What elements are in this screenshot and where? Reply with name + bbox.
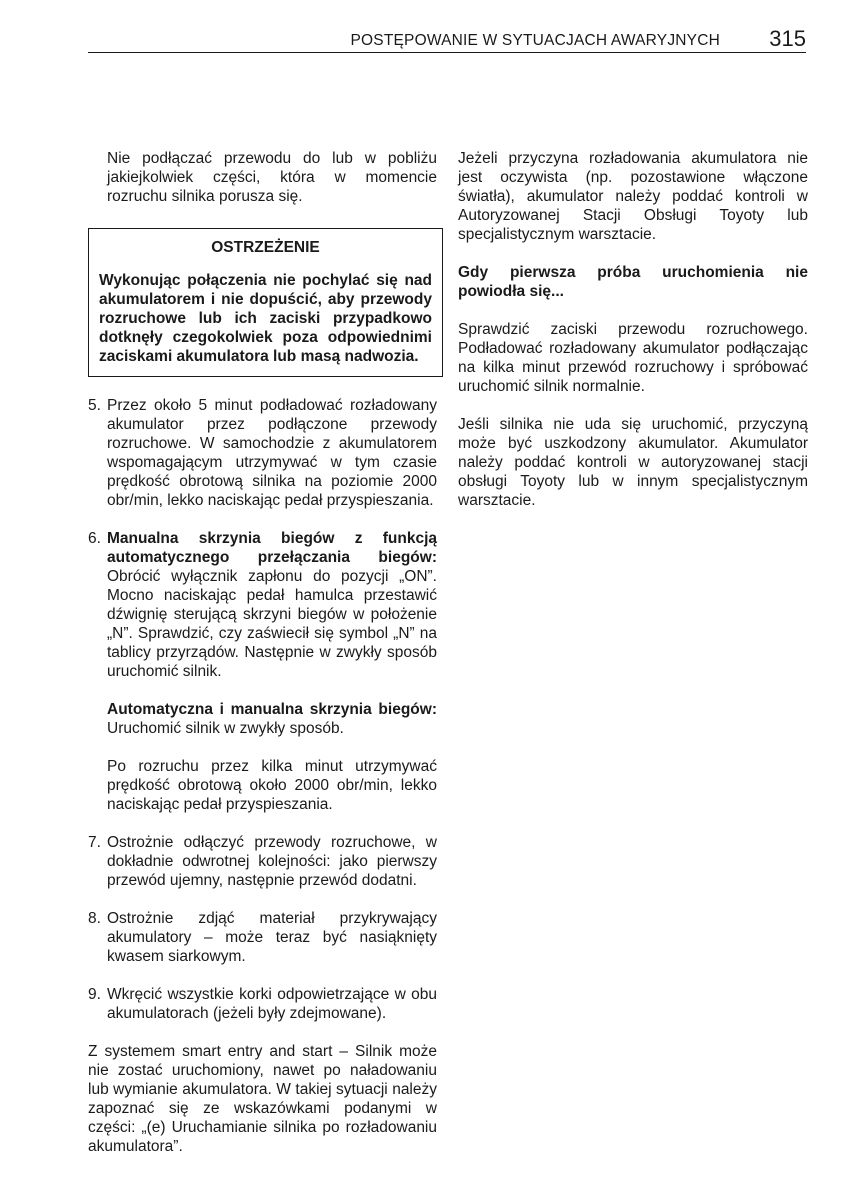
page-number: 315 [769, 26, 806, 51]
list-item-body: Obrócić wyłącznik zapłonu do pozycji „ON”. Mocno naciskając pedał hamulca przestawić dźwignię sterującą skrzyni biegów w położenie „N”. Sprawdzić, czy zaświecił się symbol „N” na tablicy przyrządów. Następnie w zwykły sposób uruchomić silnik. [107, 568, 437, 680]
list-item-text [107, 529, 437, 681]
sub-paragraph-automatic [107, 700, 437, 738]
list-item-9 [88, 985, 437, 1023]
sub-body: Uruchomić silnik w zwykły sposób. [107, 720, 344, 737]
list-number: 5. [88, 397, 101, 414]
retry-paragraph: Sprawdzić zaciski przewodu rozruchowego. Podładować rozładowany akumulator podłączając na kilka minut przewód rozruchowy i spróbować uruchomić silnik normalnie. [458, 321, 808, 395]
closing-paragraph: Z systemem smart entry and start – Silnik może nie zostać uruchomiony, nawet po naładowaniu lub wymianie akumulatora. W takiej sytuacji należy zapoznać się ze wskazówkami podanymi w części: „(e) Uruchamianie silnika po rozładowaniu akumulatora”. [88, 1043, 437, 1155]
list-number: 7. [88, 834, 101, 851]
sub-bold-lead: Automatyczna i manualna skrzynia biegów: [107, 701, 437, 718]
list-item-6 [88, 529, 437, 814]
header-divider [88, 52, 806, 53]
list-number: 9. [88, 986, 101, 1003]
section-title: POSTĘPOWANIE W SYTUACJACH AWARYJNYCH [350, 32, 720, 49]
list-item-text: Ostrożnie zdjąć materiał przykrywający akumulatory – może teraz być nasiąknięty kwasem siarkowym. [107, 910, 437, 965]
battery-check-paragraph: Jeżeli przyczyna rozładowania akumulatora nie jest oczywista (np. pozostawione włączone światła), akumulator należy poddać kontroli w Autoryzowanej Stacji Obsługi Toyoty lub specjalistycznym warsztacie. [458, 150, 808, 243]
list-item-text: Ostrożnie odłączyć przewody rozruchowe, w dokładnie odwrotnej kolejności: jako pierwszy przewód ujemny, następnie przewód dodatni. [107, 834, 437, 889]
list-item-text: Przez około 5 minut podładować rozładowany akumulator przez podłączone przewody rozruchowe. W samochodzie z akumulatorem wspomagającym utrzymywać w tym czasie prędkość obrotową silnika na poziomie 2000 obr/min, lekko naciskając pedał przyspieszania. [107, 397, 437, 509]
section-heading: Gdy pierwsza próba uruchomienia nie powiodła się... [458, 264, 808, 300]
right-column [458, 149, 808, 510]
page-header [88, 26, 806, 52]
warning-box [88, 228, 443, 377]
list-item-8 [88, 909, 437, 966]
list-item-text: Wkręcić wszystkie korki odpowietrzające w obu akumulatorach (jeżeli były zdejmowane). [107, 986, 437, 1022]
list-item-5 [88, 396, 437, 510]
list-number: 8. [88, 910, 101, 927]
list-item-bold-lead: Manualna skrzynia biegów z funkcją automatycznego przełączania biegów: [107, 530, 437, 566]
left-column [88, 149, 437, 1156]
intro-paragraph: Nie podłączać przewodu do lub w pobliżu jakiejkolwiek części, która w momencie rozruchu silnika porusza się. [107, 150, 437, 205]
sub-paragraph-after-start: Po rozruchu przez kilka minut utrzymywać prędkość obrotową około 2000 obr/min, lekko naciskając pedał przyspieszania. [107, 758, 437, 813]
warning-title: OSTRZEŻENIE [211, 239, 320, 256]
list-item-7 [88, 833, 437, 890]
faulty-battery-paragraph: Jeśli silnika nie uda się uruchomić, przyczyną może być uszkodzony akumulator. Akumulator należy poddać kontroli w autoryzowanej stacji obsługi Toyoty lub w innym specjalistycznym warsztacie. [458, 416, 808, 509]
list-number: 6. [88, 530, 101, 547]
warning-text: Wykonując połączenia nie pochylać się nad akumulatorem i nie dopuścić, aby przewody rozruchowe lub ich zaciski przypadkowo dotknęły czegokolwiek poza odpowiednimi zaciskami akumulatora lub masą nadwozia. [99, 272, 432, 365]
